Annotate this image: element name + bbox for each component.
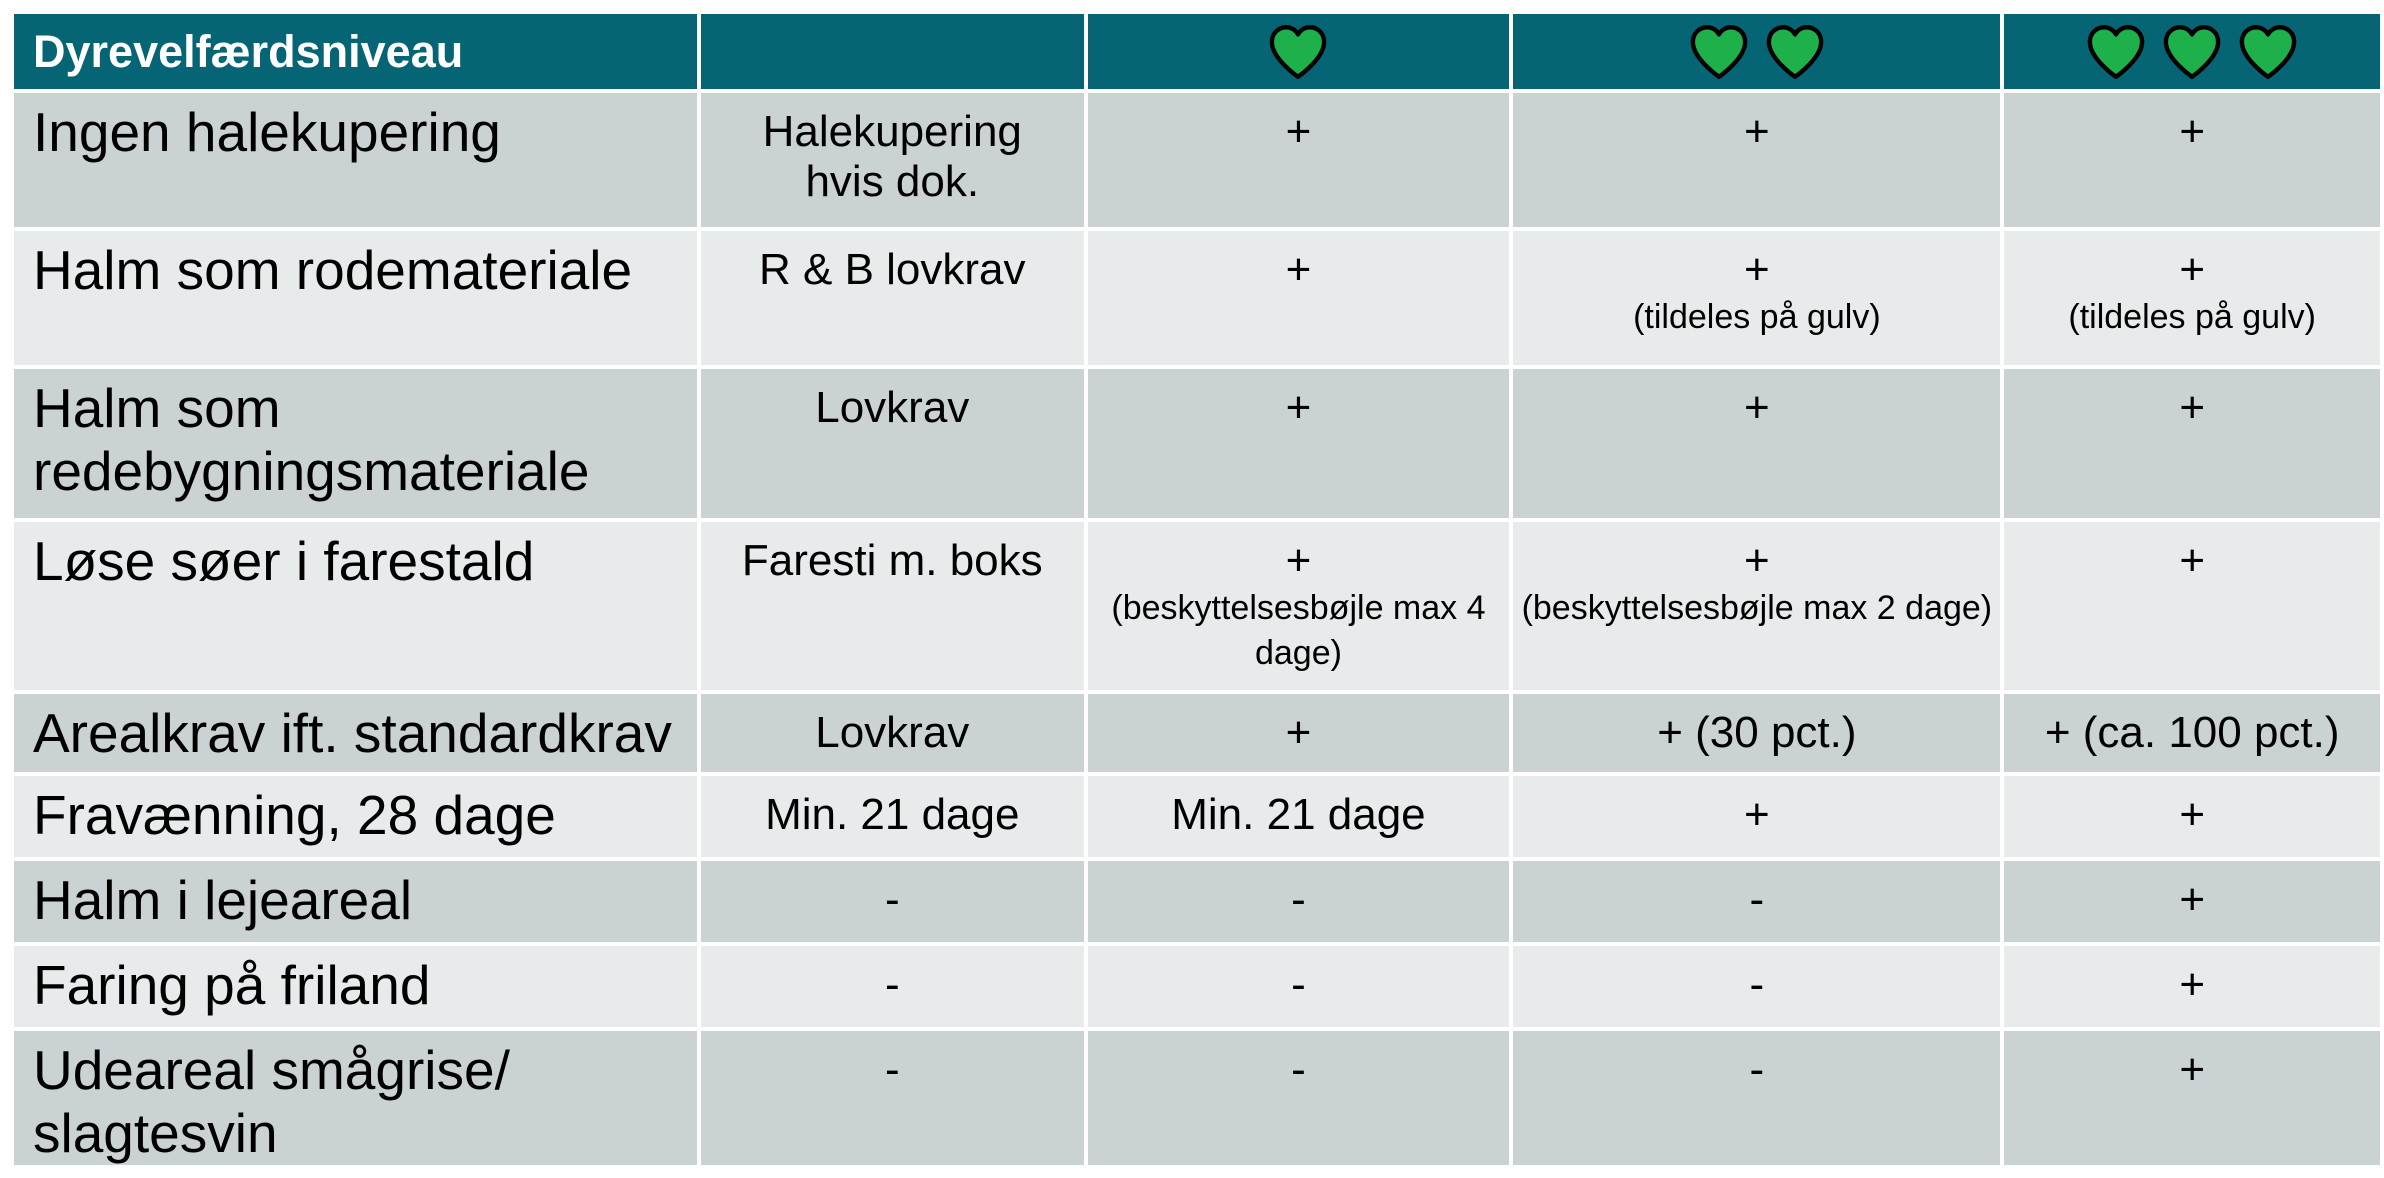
table-row [12,859,2382,944]
cell-value: Lovkrav [815,708,970,757]
table-row [12,774,2382,859]
cell-col-4 [2002,944,2382,1029]
cell-value: - [1749,875,1765,924]
cell-col-2 [1086,229,1512,367]
header-empty-cell [699,12,1086,91]
cell-value: + [1744,383,1770,432]
header-level-2 [1511,12,2002,91]
cell-value: + [2179,245,2206,294]
table-row [12,367,2382,520]
cell-note: (beskyttelsesbøjle max 2 dage) [1521,589,1993,627]
green-heart-icon [1265,19,1331,85]
cell-value: + [2179,383,2206,432]
cell-col-1 [699,692,1086,774]
table-row [12,1029,2382,1167]
cell-col-4 [2002,91,2382,229]
header-level-1 [1086,12,1512,91]
cell-value: + [1285,383,1312,432]
cell-col-2 [1086,944,1512,1029]
cell-value: - [1291,875,1306,924]
cell-value: + [2179,107,2206,156]
cell-col-2 [1086,367,1512,520]
welfare-table [10,10,2384,1169]
table-title: Dyrevelfærdsniveau [12,12,699,91]
cell-value: - [1749,960,1765,1009]
green-heart-icon [2235,19,2301,85]
cell-col-3 [1511,229,2002,367]
cell-value: + (30 pct.) [1657,708,1857,757]
cell-value-continued: hvis dok. [805,157,980,206]
cell-value: + [1285,708,1312,757]
cell-col-2 [1086,859,1512,944]
cell-col-3 [1511,520,2002,692]
cell-value: + [2179,536,2206,585]
green-heart-icon [1686,19,1752,85]
table-row [12,944,2382,1029]
cell-value: - [884,960,900,1009]
cell-col-4 [2002,367,2382,520]
cell-col-2 [1086,1029,1512,1167]
header-level-3 [2002,12,2382,91]
row-label: Løse søer i farestald [12,520,699,692]
green-heart-icon [2159,19,2225,85]
cell-value: + [1744,536,1770,585]
cell-col-1 [699,367,1086,520]
cell-col-4 [2002,1029,2382,1167]
cell-value: Halekupering [762,107,1022,156]
cell-col-2 [1086,91,1512,229]
cell-col-3 [1511,91,2002,229]
cell-value: Min. 21 dage [765,790,1020,839]
cell-value: Lovkrav [815,383,970,432]
cell-col-1 [699,91,1086,229]
cell-col-1 [699,774,1086,859]
row-label: Arealkrav ift. standardkrav [12,692,699,774]
cell-col-1 [699,1029,1086,1167]
green-heart-icon [1762,19,1828,85]
row-label: Ingen halekupering [12,91,699,229]
cell-note: (tildeles på gulv) [1633,298,1881,336]
row-label: Halm som rodemateriale [12,229,699,367]
cell-note: (tildeles på gulv) [2068,298,2316,336]
green-heart-icon [2083,19,2149,85]
header-row [12,12,2382,91]
cell-value: + [2179,790,2206,839]
cell-value: + [2179,960,2206,1009]
cell-col-3 [1511,1029,2002,1167]
cell-value: + [1744,790,1770,839]
cell-col-1 [699,944,1086,1029]
cell-col-4 [2002,229,2382,367]
cell-value: + (ca. 100 pct.) [2044,708,2340,757]
cell-note: (beskyttelsesbøjle max 4 dage) [1111,589,1486,672]
cell-col-4 [2002,859,2382,944]
row-label: Udeareal smågrise/ slagtesvin [12,1029,699,1167]
cell-value: + [1285,536,1312,585]
table-row [12,91,2382,229]
cell-col-2 [1086,692,1512,774]
cell-col-3 [1511,859,2002,944]
table-row [12,229,2382,367]
row-label: Fravænning, 28 dage [12,774,699,859]
cell-value: Min. 21 dage [1171,790,1426,839]
cell-value: - [1749,1045,1765,1094]
cell-value: - [884,1045,900,1094]
cell-value: R & B lovkrav [759,245,1026,294]
cell-col-3 [1511,692,2002,774]
cell-value: - [1291,1045,1306,1094]
cell-col-4 [2002,774,2382,859]
cell-col-4 [2002,520,2382,692]
cell-col-2 [1086,774,1512,859]
row-label: Halm i lejeareal [12,859,699,944]
cell-col-1 [699,229,1086,367]
cell-value: + [2179,1045,2206,1094]
row-label: Faring på friland [12,944,699,1029]
cell-value: + [1744,245,1770,294]
cell-value: + [2179,875,2206,924]
cell-value: + [1285,245,1312,294]
cell-col-2 [1086,520,1512,692]
cell-col-1 [699,859,1086,944]
cell-value: + [1744,107,1770,156]
cell-value: - [884,875,900,924]
table-row [12,692,2382,774]
cell-col-3 [1511,944,2002,1029]
table-row [12,520,2382,692]
cell-value: Faresti m. boks [741,536,1043,585]
cell-col-3 [1511,367,2002,520]
row-label: Halm som redebygningsmateriale [12,367,699,520]
cell-value: + [1285,107,1312,156]
cell-col-1 [699,520,1086,692]
cell-value: - [1291,960,1306,1009]
cell-col-3 [1511,774,2002,859]
cell-col-4 [2002,692,2382,774]
